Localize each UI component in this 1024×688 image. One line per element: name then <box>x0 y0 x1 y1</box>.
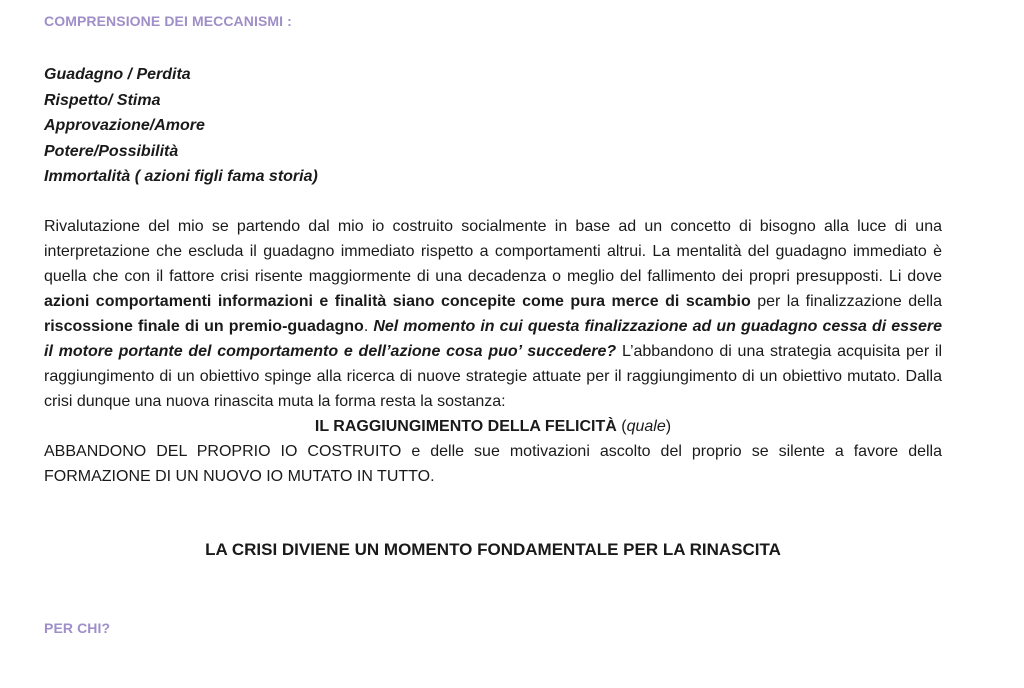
mechanism-item: Approvazione/Amore <box>44 117 205 134</box>
paragraph-bold-text: riscossione finale di un premio-guadagno <box>44 318 364 335</box>
heading-per-chi: PER CHI? <box>44 620 111 636</box>
mechanism-item: Potere/Possibilità <box>44 142 179 160</box>
felicita-line <box>44 414 942 439</box>
mechanism-item: Immortalità ( azioni figli fama storia) <box>44 168 318 185</box>
crisis-title: LA CRISI DIVIENE UN MOMENTO FONDAMENTALE PER LA RINASCITA <box>205 540 781 559</box>
abbandono-paragraph: ABBANDONO DEL PROPRIO IO COSTRUITO e delle sue motivazioni ascolto del proprio se silente a favore della FORMAZIONE DI UN NUOVO IO MUTATO IN TUTTO. <box>44 443 942 485</box>
heading-mechanisms: COMPRENSIONE DEI MECCANISMI : <box>44 13 292 29</box>
paragraph-bold-text: azioni comportamenti informazioni e finalità siano concepite come pura merce di scambio <box>44 293 751 310</box>
main-paragraph <box>44 214 942 414</box>
felicita-title: IL RAGGIUNGIMENTO DELLA FELICITÀ <box>314 418 617 435</box>
mechanism-item: Rispetto/ Stima <box>44 91 161 109</box>
mechanisms-list <box>44 62 318 190</box>
paragraph-text: per la finalizzazione della <box>750 293 942 310</box>
felicita-paren: ) <box>665 418 672 435</box>
paragraph-question: Nel momento in cui questa finalizzazione ad un guadagno cessa di essere il motore portante del comportamento e dell’azione cosa puo’ succedere? <box>44 318 943 360</box>
paragraph-text: L’abbandono di una strategia acquisita per il raggiungimento di un obiettivo spinge alla ricerca di nuove strategie attuate per il raggiungimento di un obiettivo mutato. Dalla crisi dunque una nuova rinascita muta la forma resta la sostanza: <box>44 343 943 410</box>
body-text <box>44 214 942 489</box>
mechanism-item: Guadagno / Perdita <box>44 66 191 83</box>
paragraph-text: Rivalutazione del mio se partendo dal mio io costruito socialmente in base ad un concetto di bisogno alla luce di una interpretazione che escluda il guadagno immediato rispetto a comportamenti altrui. La mentalità del guadagno immediato è quella che con il fattore crisi risente maggiormente di una decadenza o meglio del fallimento dei propri presupposti. Li dove <box>44 218 942 285</box>
felicita-quale: quale <box>626 418 666 435</box>
felicita-paren: ( <box>616 418 627 435</box>
paragraph-text: . <box>363 318 374 335</box>
